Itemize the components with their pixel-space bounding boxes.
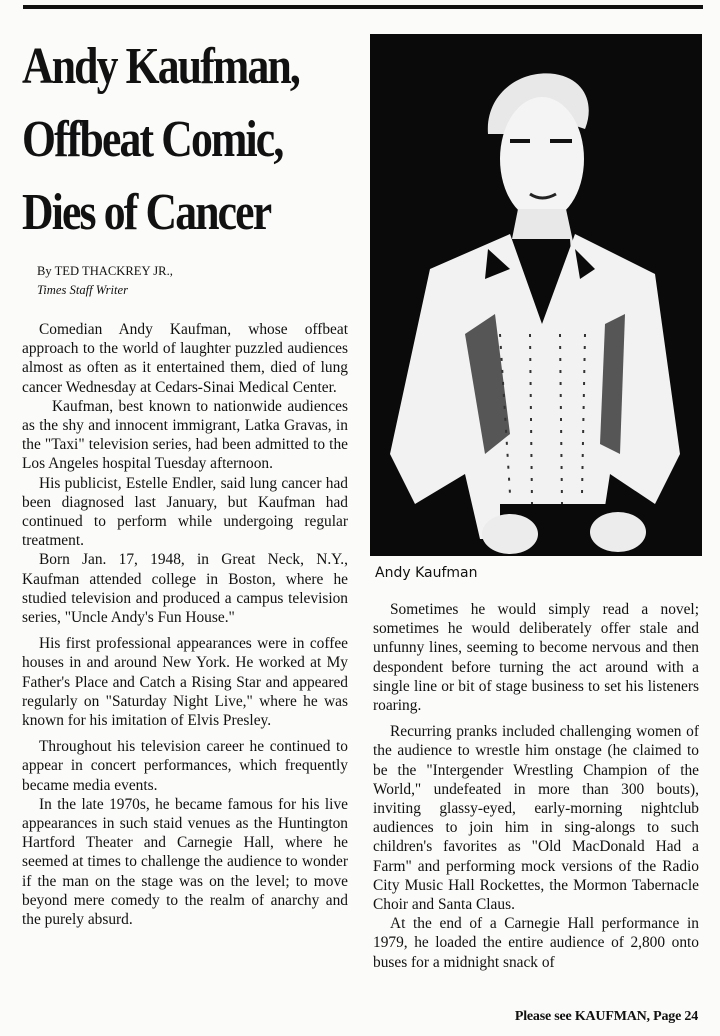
paragraph: In the late 1970s, he became famous for his live appearances in such staid venues as the Huntington Hartford Theater and Carnegie Hall, where he seemed at times to challenge the audience to wonder if the man on the stage was on the level; to move beyond mere comedy to the realm of anarchy and the purely absurd. [22,795,348,929]
paragraph: At the end of a Carnegie Hall performance in 1979, he loaded the entire audience of 2,800 onto buses for a midnight snack of [373,915,699,971]
paragraph: His first professional appearances were in coffee houses in and around New York. He worked at My Father's Place and Catch a Rising Star and appeared regularly on "Saturday Night Live," where he was known for his imitation of Elvis Presley. [22,635,348,730]
photo-caption: Andy Kaufman [375,565,478,581]
continued-on-page-link[interactable]: Please see KAUFMAN, Page 24 [514,1009,698,1024]
byline-role: Times Staff Writer [37,283,128,297]
paragraph: Kaufman, best known to nationwide audiences as the shy and innocent immigrant, Latka Gravas, in the "Taxi" television series, had been admitted to the Los Angeles hospital Tuesday afternoon. [22,397,348,473]
paragraph: Recurring pranks included challenging women of the audience to wrestle him onstage (he claimed to be the "Intergender Wrestling Champion of the World," undefeated in more than 300 bouts), inviting glassy-eyed, early-morning nightclub audiences to join him in sing-alongs to such children's favorites as "Old MacDonald Had a Farm" and performing mock versions of the Radio City Music Hall Rockettes, the Mormon Tabernacle Choir and Santa Claus. [373,723,699,914]
headline-line: Andy Kaufman, [22,38,299,95]
article-column-left [22,320,348,929]
headline-line: Offbeat Comic, [22,111,283,168]
article-column-right [373,600,699,972]
portrait-photo-icon [370,34,702,556]
paragraph: Born Jan. 17, 1948, in Great Neck, N.Y., Kaufman attended college in Boston, where he studied television and produced a campus television series, "Uncle Andy's Fun House." [22,551,348,627]
paragraph: Sometimes he would simply read a novel; sometimes he would deliberately offer stale and unfunny lines, seeming to become nervous and then despondent before turning the act around with a single line or bit of stage business to set his listeners roaring. [373,601,699,715]
byline [37,262,173,300]
headline [22,30,308,249]
paragraph: Throughout his television career he continued to appear in concert performances, which frequently became media events. [22,738,348,794]
top-rule [23,5,703,9]
paragraph: Comedian Andy Kaufman, whose offbeat approach to the world of laughter puzzled audiences almost as often as it entertained them, died of lung cancer Wednesday at Cedars-Sinai Medical Center. [22,321,348,396]
headline-line: Dies of Cancer [22,184,271,241]
byline-author: By TED THACKREY JR., [37,264,173,278]
portrait-photo [370,34,702,556]
paragraph: His publicist, Estelle Endler, said lung cancer had been diagnosed last January, but Kaufman had continued to perform while undergoing regular treatment. [22,474,348,550]
